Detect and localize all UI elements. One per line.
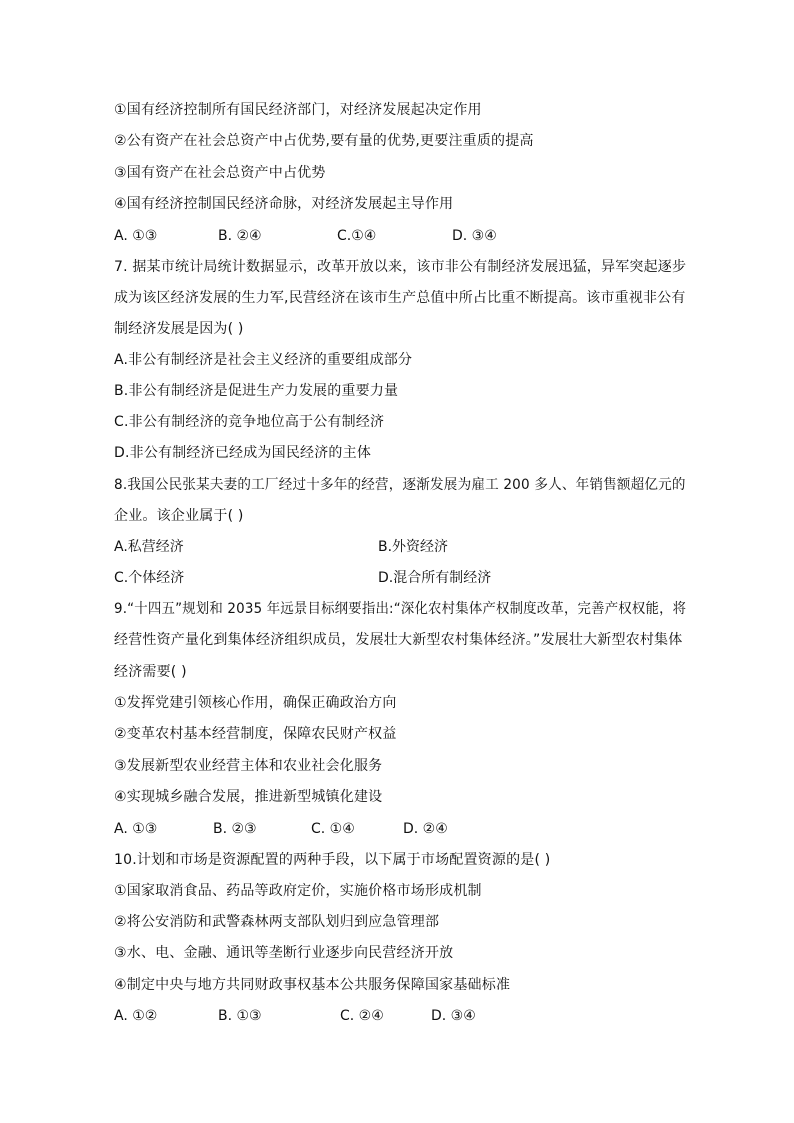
q7-option-a: A.非公有制经济是社会主义经济的重要组成部分: [114, 352, 413, 368]
q6-item-4: ④国有经济控制国民经济命脉，对经济发展起主导作用: [114, 196, 454, 212]
q10-item-2: ②将公安消防和武警森林两支部队划归到应急管理部: [114, 914, 440, 930]
q7-option-b: B.非公有制经济是促进生产力发展的重要力量: [114, 383, 399, 399]
q6-item-1: ①国有经济控制所有国民经济部门，对经济发展起决定作用: [114, 102, 482, 118]
q6-option-d: D. ③④: [452, 228, 497, 244]
q9-option-b: B. ②③: [213, 821, 257, 837]
q8-stem-line-2: 企业。该企业属于( ): [114, 508, 244, 524]
q9-item-2: ②变革农村基本经营制度，保障农民财产权益: [114, 726, 397, 742]
q7-stem-line-2: 成为该区经济发展的生力军,民营经济在该市生产总值中所占比重不断提高。该市重视非公有: [114, 290, 686, 306]
q9-option-a: A. ①③: [114, 821, 158, 837]
q10-option-b: B. ①③: [218, 1008, 262, 1024]
q8-option-b: B.外资经济: [378, 539, 449, 555]
q8-option-c: C.个体经济: [114, 570, 185, 586]
q9-stem-line-1: 9.“十四五”规划和 2035 年远景目标纲要指出:“深化农村集体产权制度改革，完善产权权能，将: [114, 601, 687, 617]
q7-stem-line-1: 7. 据某市统计局统计数据显示，改革开放以来，该市非公有制经济发展迅猛，异军突起逐步: [114, 259, 687, 275]
q10-stem-line-1: 10.计划和市场是资源配置的两种手段，以下属于市场配置资源的是( ): [114, 852, 551, 868]
q6-option-b: B. ②④: [218, 228, 262, 244]
q8-option-a: A.私营经济: [114, 539, 184, 555]
q8-stem-line-1: 8.我国公民张某夫妻的工厂经过十多年的经营，逐渐发展为雇工 200 多人、年销售额超亿元的: [114, 477, 686, 493]
q9-stem-line-3: 经济需要( ): [114, 664, 187, 680]
q8-option-d: D.混合所有制经济: [378, 570, 492, 586]
q10-option-c: C. ②④: [340, 1008, 384, 1024]
q10-option-a: A. ①②: [114, 1008, 158, 1024]
q10-item-4: ④制定中央与地方共同财政事权基本公共服务保障国家基础标准: [114, 977, 511, 993]
q10-item-1: ①国家取消食品、药品等政府定价，实施价格市场形成机制: [114, 883, 482, 899]
q6-option-a: A. ①③: [114, 228, 158, 244]
q7-option-d: D.非公有制经济已经成为国民经济的主体: [114, 445, 372, 461]
q7-stem-line-3: 制经济发展是因为( ): [114, 321, 244, 337]
q10-item-3: ③水、电、金融、通讯等垄断行业逐步向民营经济开放: [114, 945, 454, 961]
q10-option-d: D. ③④: [431, 1008, 476, 1024]
q9-stem-line-2: 经营性资产量化到集体经济组织成员，发展壮大新型农村集体经济。”发展壮大新型农村集体: [114, 632, 683, 648]
q9-item-1: ①发挥党建引领核心作用，确保正确政治方向: [114, 695, 397, 711]
q9-option-c: C. ①④: [311, 821, 355, 837]
q9-item-4: ④实现城乡融合发展，推进新型城镇化建设: [114, 789, 383, 805]
q6-item-3: ③国有资产在社会总资产中占优势: [114, 165, 326, 181]
q9-option-d: D. ②④: [403, 821, 448, 837]
q6-option-c: C.①④: [337, 228, 377, 244]
q6-item-2: ②公有资产在社会总资产中占优势,要有量的优势,更要注重质的提高: [114, 133, 534, 149]
q7-option-c: C.非公有制经济的竞争地位高于公有制经济: [114, 414, 385, 430]
q9-item-3: ③发展新型农业经营主体和农业社会化服务: [114, 758, 383, 774]
